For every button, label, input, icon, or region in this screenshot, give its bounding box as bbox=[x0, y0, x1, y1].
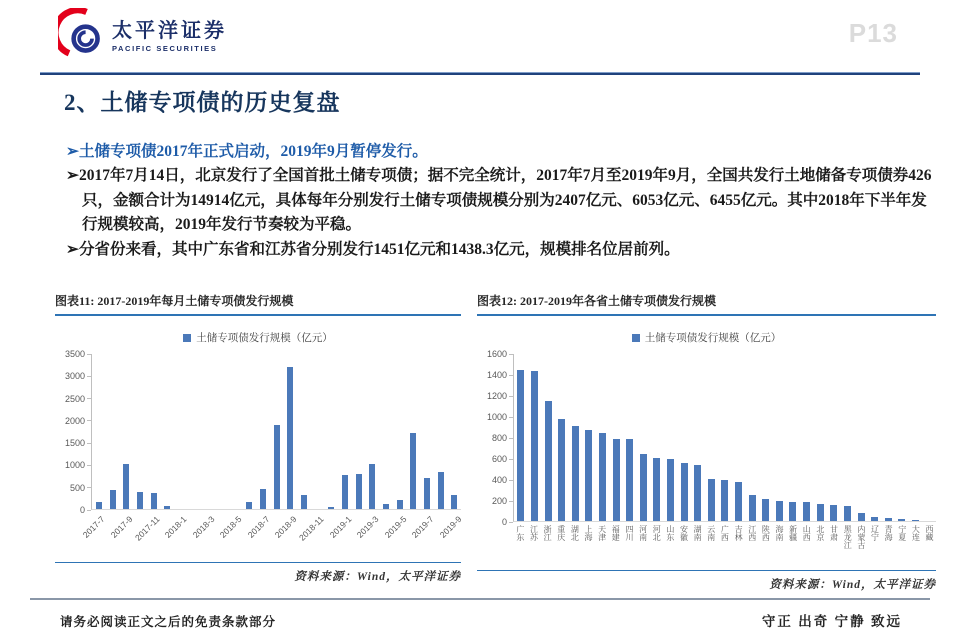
pacific-securities-logo-icon bbox=[58, 8, 104, 65]
x-label: 河北 bbox=[652, 525, 662, 541]
x-label: 新疆 bbox=[788, 525, 798, 541]
y-tick: 500 bbox=[55, 483, 91, 493]
bar bbox=[438, 472, 444, 509]
bar-slot bbox=[881, 354, 895, 521]
bar bbox=[356, 474, 362, 509]
x-label: 2019-7 bbox=[409, 514, 436, 540]
bar bbox=[572, 426, 579, 522]
bar-slot bbox=[555, 354, 569, 521]
bar-slot bbox=[201, 354, 215, 509]
x-label-slot bbox=[554, 522, 568, 566]
bar bbox=[789, 502, 796, 521]
bar-slot bbox=[909, 354, 923, 521]
bar-slot bbox=[623, 354, 637, 521]
x-label: 海南 bbox=[774, 525, 784, 541]
x-label-slot bbox=[663, 522, 677, 566]
x-label-slot bbox=[163, 510, 189, 558]
x-label-slot bbox=[132, 510, 162, 558]
y-tick: 2500 bbox=[55, 394, 91, 404]
chart-legend bbox=[55, 330, 461, 345]
x-axis-labels bbox=[513, 522, 936, 566]
x-label-slot bbox=[868, 522, 882, 566]
chart-figure-monthly bbox=[55, 292, 464, 584]
bar bbox=[151, 493, 157, 509]
bar-slot bbox=[759, 354, 773, 521]
bar-slot bbox=[541, 354, 555, 521]
bar bbox=[681, 463, 688, 521]
x-label-slot bbox=[745, 522, 759, 566]
bullet-item: ➢土储专项债2017年正式启动，2019年9月暂停发行。 bbox=[66, 143, 428, 160]
x-label: 2018-7 bbox=[245, 514, 272, 540]
bar bbox=[885, 518, 892, 521]
bar bbox=[260, 489, 266, 509]
x-label-slot bbox=[677, 522, 691, 566]
bar-slot bbox=[650, 354, 664, 521]
bar bbox=[531, 371, 538, 521]
x-label-slot bbox=[786, 522, 800, 566]
legend-swatch-icon bbox=[632, 334, 640, 342]
bar-slot bbox=[718, 354, 732, 521]
bar bbox=[397, 500, 403, 509]
bullet-list bbox=[66, 140, 934, 262]
bar-slot bbox=[229, 354, 243, 509]
bar-slot bbox=[133, 354, 147, 509]
x-label-slot bbox=[581, 522, 595, 566]
x-label: 福建 bbox=[611, 525, 621, 541]
legend-label: 土储专项债发行规模（亿元） bbox=[644, 333, 782, 344]
y-tick: 2000 bbox=[55, 416, 91, 426]
y-tick: 200 bbox=[477, 496, 513, 506]
bar-slot bbox=[106, 354, 120, 509]
x-label-slot bbox=[759, 522, 773, 566]
bar bbox=[545, 401, 552, 521]
bar-slot bbox=[827, 354, 841, 521]
x-label-slot bbox=[568, 522, 582, 566]
bar-slot bbox=[922, 354, 936, 521]
x-label-slot bbox=[245, 510, 272, 558]
x-label-slot bbox=[895, 522, 909, 566]
bar-slot bbox=[895, 354, 909, 521]
x-label: 吉林 bbox=[734, 525, 744, 541]
bar-slot bbox=[528, 354, 542, 521]
bar bbox=[803, 502, 810, 521]
x-label-slot bbox=[272, 510, 299, 558]
x-label: 宁夏 bbox=[897, 525, 907, 541]
x-label: 2019-5 bbox=[382, 514, 409, 540]
x-label-slot bbox=[437, 510, 464, 558]
x-label: 浙江 bbox=[543, 525, 553, 541]
x-label: 天津 bbox=[597, 525, 607, 541]
bar bbox=[369, 464, 375, 509]
x-label-slot bbox=[799, 522, 813, 566]
y-tick: 1600 bbox=[477, 349, 513, 359]
bar bbox=[274, 425, 280, 509]
bar-slot bbox=[447, 354, 461, 509]
footer-divider bbox=[30, 598, 930, 600]
bar bbox=[708, 479, 715, 521]
y-tick: 1000 bbox=[477, 412, 513, 422]
x-label-slot bbox=[881, 522, 895, 566]
page-number: P13 bbox=[848, 18, 898, 48]
bar-slot bbox=[745, 354, 759, 521]
bar bbox=[653, 458, 660, 521]
caption-underline bbox=[477, 314, 936, 316]
bar-slot bbox=[324, 354, 338, 509]
x-label: 黑龙江 bbox=[843, 525, 853, 549]
x-label-slot bbox=[80, 510, 107, 558]
bar-slot bbox=[636, 354, 650, 521]
bar bbox=[137, 492, 143, 509]
x-label-slot bbox=[108, 510, 135, 558]
x-label: 青海 bbox=[884, 525, 894, 541]
bar bbox=[613, 439, 620, 521]
bar bbox=[626, 439, 633, 521]
x-label-slot bbox=[718, 522, 732, 566]
caption-underline bbox=[55, 314, 461, 316]
bar-slot bbox=[434, 354, 448, 509]
bar bbox=[762, 499, 769, 521]
y-tick: 400 bbox=[477, 475, 513, 485]
bar-slot bbox=[160, 354, 174, 509]
bar bbox=[735, 482, 742, 521]
plot-wrap bbox=[55, 349, 461, 515]
bar-slot bbox=[406, 354, 420, 509]
bar-slot bbox=[92, 354, 106, 509]
bar bbox=[871, 517, 878, 521]
x-label: 湖南 bbox=[693, 525, 703, 541]
x-label: 辽宁 bbox=[870, 525, 880, 541]
section-title: 2、土储专项债的历史复盘 bbox=[64, 90, 341, 115]
x-label-slot bbox=[922, 522, 936, 566]
bar-slot bbox=[841, 354, 855, 521]
x-label-slot bbox=[382, 510, 409, 558]
bar-slot bbox=[582, 354, 596, 521]
bar-slot bbox=[379, 354, 393, 509]
x-label: 广东 bbox=[515, 525, 525, 541]
logo-text-cn: 太平洋证券 bbox=[112, 20, 227, 42]
x-label: 重庆 bbox=[556, 525, 566, 541]
x-label: 2017-11 bbox=[132, 514, 162, 543]
x-label-slot bbox=[595, 522, 609, 566]
x-label-slot bbox=[813, 522, 827, 566]
x-label-slot bbox=[608, 522, 622, 566]
bar bbox=[410, 433, 416, 509]
logo-text-en: PACIFIC SECURITIES bbox=[112, 44, 218, 53]
bar bbox=[599, 433, 606, 521]
x-label: 2019-1 bbox=[327, 514, 354, 540]
y-axis bbox=[55, 349, 91, 515]
bar bbox=[640, 454, 647, 521]
bar-slot bbox=[800, 354, 814, 521]
bar-slot bbox=[691, 354, 705, 521]
x-label-slot bbox=[355, 510, 381, 558]
bar bbox=[721, 480, 728, 521]
y-tick: 600 bbox=[477, 454, 513, 464]
x-label: 2018-3 bbox=[190, 514, 217, 540]
bar-slot bbox=[147, 354, 161, 509]
bar-slot bbox=[705, 354, 719, 521]
bar bbox=[164, 506, 170, 509]
bar-slot bbox=[215, 354, 229, 509]
bar bbox=[110, 490, 116, 509]
y-tick: 1000 bbox=[55, 460, 91, 470]
x-label: 2017-7 bbox=[80, 514, 107, 540]
bar-slot bbox=[596, 354, 610, 521]
bar-slot bbox=[609, 354, 623, 521]
x-label: 大连 bbox=[911, 525, 921, 541]
bar-slot bbox=[174, 354, 188, 509]
x-label: 江西 bbox=[747, 525, 757, 541]
bar-slot bbox=[868, 354, 882, 521]
bar-slot bbox=[514, 354, 528, 521]
y-tick: 1200 bbox=[477, 391, 513, 401]
bar bbox=[898, 519, 905, 521]
x-label-slot bbox=[527, 522, 541, 566]
bar-slot bbox=[773, 354, 787, 521]
bar-slot bbox=[365, 354, 379, 509]
plot-area bbox=[91, 354, 461, 510]
x-label: 河南 bbox=[638, 525, 648, 541]
y-tick: 3500 bbox=[55, 349, 91, 359]
x-label-slot bbox=[622, 522, 636, 566]
x-label: 2018-5 bbox=[218, 514, 244, 540]
x-label-slot bbox=[297, 510, 327, 558]
x-label: 2018-1 bbox=[163, 514, 189, 540]
x-label-slot bbox=[540, 522, 554, 566]
legend-label: 土储专项债发行规模（亿元） bbox=[196, 333, 333, 344]
bar bbox=[749, 495, 756, 521]
x-label-slot bbox=[218, 510, 244, 558]
x-label: 2019-9 bbox=[437, 514, 464, 540]
bar bbox=[558, 419, 565, 521]
bar-slot bbox=[732, 354, 746, 521]
x-label: 湖北 bbox=[570, 525, 580, 541]
x-label-slot bbox=[190, 510, 217, 558]
source-divider bbox=[55, 562, 461, 563]
source-note: 资料来源：Wind，太平洋证券 bbox=[294, 571, 461, 583]
plot-area bbox=[513, 354, 936, 522]
x-label: 2018-11 bbox=[297, 514, 327, 543]
bar-slot bbox=[119, 354, 133, 509]
x-label: 上海 bbox=[584, 525, 594, 541]
x-label-slot bbox=[854, 522, 868, 566]
bar-slot bbox=[242, 354, 256, 509]
bar-slot bbox=[786, 354, 800, 521]
bar bbox=[246, 502, 252, 509]
chart-caption: 图表11: 2017-2019年每月土储专项债发行规模 bbox=[55, 294, 294, 308]
bar-slot bbox=[664, 354, 678, 521]
bar bbox=[383, 504, 389, 509]
bullet-item: ➢分省份来看，其中广东省和江苏省分别发行1451亿元和1438.3亿元，规模排名位居前列。 bbox=[66, 240, 680, 258]
bar-slot bbox=[420, 354, 434, 509]
bar-slot bbox=[283, 354, 297, 509]
source-note: 资料来源：Wind，太平洋证券 bbox=[769, 579, 936, 591]
bar bbox=[858, 513, 865, 521]
footer-disclaimer: 请务必阅读正文之后的免责条款部分 bbox=[60, 615, 277, 629]
legend-swatch-icon bbox=[183, 334, 191, 342]
x-label: 安徽 bbox=[679, 525, 689, 541]
x-label-slot bbox=[409, 510, 436, 558]
y-axis bbox=[477, 349, 513, 527]
bar bbox=[817, 504, 824, 521]
bar-slot bbox=[188, 354, 202, 509]
bullet-item: ➢2017年7月14日，北京发行了全国首批土储专项债；据不完全统计，2017年7月至2019年9月，全国共发行土地储备专项债券426只，金额合计为14914亿元，具体每年分别发行土储专项债规模分别为2407亿元、6053亿元、6455亿元。其中2018年下半年发行规模较高，2019年发行节奏较为平稳。 bbox=[66, 167, 932, 234]
bar bbox=[694, 465, 701, 521]
chart-legend bbox=[477, 330, 936, 345]
header-logo bbox=[58, 8, 227, 65]
footer-motto: 守正 出奇 宁静 致远 bbox=[761, 614, 902, 629]
x-label-slot bbox=[690, 522, 704, 566]
x-label: 2017-9 bbox=[108, 514, 135, 540]
bar bbox=[328, 507, 334, 509]
x-label-slot bbox=[704, 522, 718, 566]
x-label-slot bbox=[772, 522, 786, 566]
x-label: 陕西 bbox=[761, 525, 771, 541]
bar-slot bbox=[854, 354, 868, 521]
x-label: 四川 bbox=[624, 525, 634, 541]
bar-slot bbox=[393, 354, 407, 509]
y-tick: 0 bbox=[477, 517, 513, 527]
x-label: 2019-3 bbox=[355, 514, 381, 540]
bar-slot bbox=[297, 354, 311, 509]
bar bbox=[451, 495, 457, 509]
bar-slot bbox=[311, 354, 325, 509]
x-label: 广西 bbox=[720, 525, 730, 541]
chart-caption: 图表12: 2017-2019年各省土储专项债发行规模 bbox=[477, 294, 716, 308]
x-label: 江苏 bbox=[529, 525, 539, 541]
y-tick: 800 bbox=[477, 433, 513, 443]
x-label: 山西 bbox=[802, 525, 812, 541]
x-label-slot bbox=[909, 522, 923, 566]
bar-slot bbox=[352, 354, 366, 509]
bar-slot bbox=[813, 354, 827, 521]
x-label: 云南 bbox=[706, 525, 716, 541]
x-label-slot bbox=[513, 522, 527, 566]
x-label: 西藏 bbox=[925, 525, 935, 541]
x-label: 北京 bbox=[815, 525, 825, 541]
y-tick: 3000 bbox=[55, 371, 91, 381]
source-divider bbox=[477, 570, 936, 571]
y-tick: 1500 bbox=[55, 438, 91, 448]
bar bbox=[912, 520, 919, 521]
y-tick: 1400 bbox=[477, 370, 513, 380]
x-label: 甘肃 bbox=[829, 525, 839, 541]
x-label: 内蒙古 bbox=[856, 525, 866, 549]
x-label-slot bbox=[731, 522, 745, 566]
header-divider bbox=[40, 72, 920, 75]
x-label-slot bbox=[636, 522, 650, 566]
bar bbox=[123, 464, 129, 509]
bar bbox=[287, 367, 293, 509]
bar bbox=[517, 370, 524, 521]
chart-figure-provinces bbox=[477, 292, 936, 592]
bar-slot bbox=[568, 354, 582, 521]
bar bbox=[776, 501, 783, 521]
bar-slot bbox=[256, 354, 270, 509]
bar bbox=[301, 495, 307, 509]
bar-slot bbox=[677, 354, 691, 521]
y-tick: 0 bbox=[55, 505, 91, 515]
bar bbox=[424, 478, 430, 509]
plot-wrap bbox=[477, 349, 936, 527]
x-label: 山东 bbox=[665, 525, 675, 541]
bar bbox=[585, 430, 592, 521]
bar bbox=[830, 505, 837, 521]
bar-slot bbox=[270, 354, 284, 509]
x-label-slot bbox=[327, 510, 354, 558]
bar bbox=[96, 502, 102, 509]
x-label: 2018-9 bbox=[272, 514, 299, 540]
bar bbox=[844, 506, 851, 521]
bar-slot bbox=[338, 354, 352, 509]
x-label-slot bbox=[649, 522, 663, 566]
x-axis-labels bbox=[80, 510, 464, 558]
bar bbox=[667, 459, 674, 521]
x-label-slot bbox=[840, 522, 854, 566]
x-label-slot bbox=[827, 522, 841, 566]
bar bbox=[342, 475, 348, 509]
